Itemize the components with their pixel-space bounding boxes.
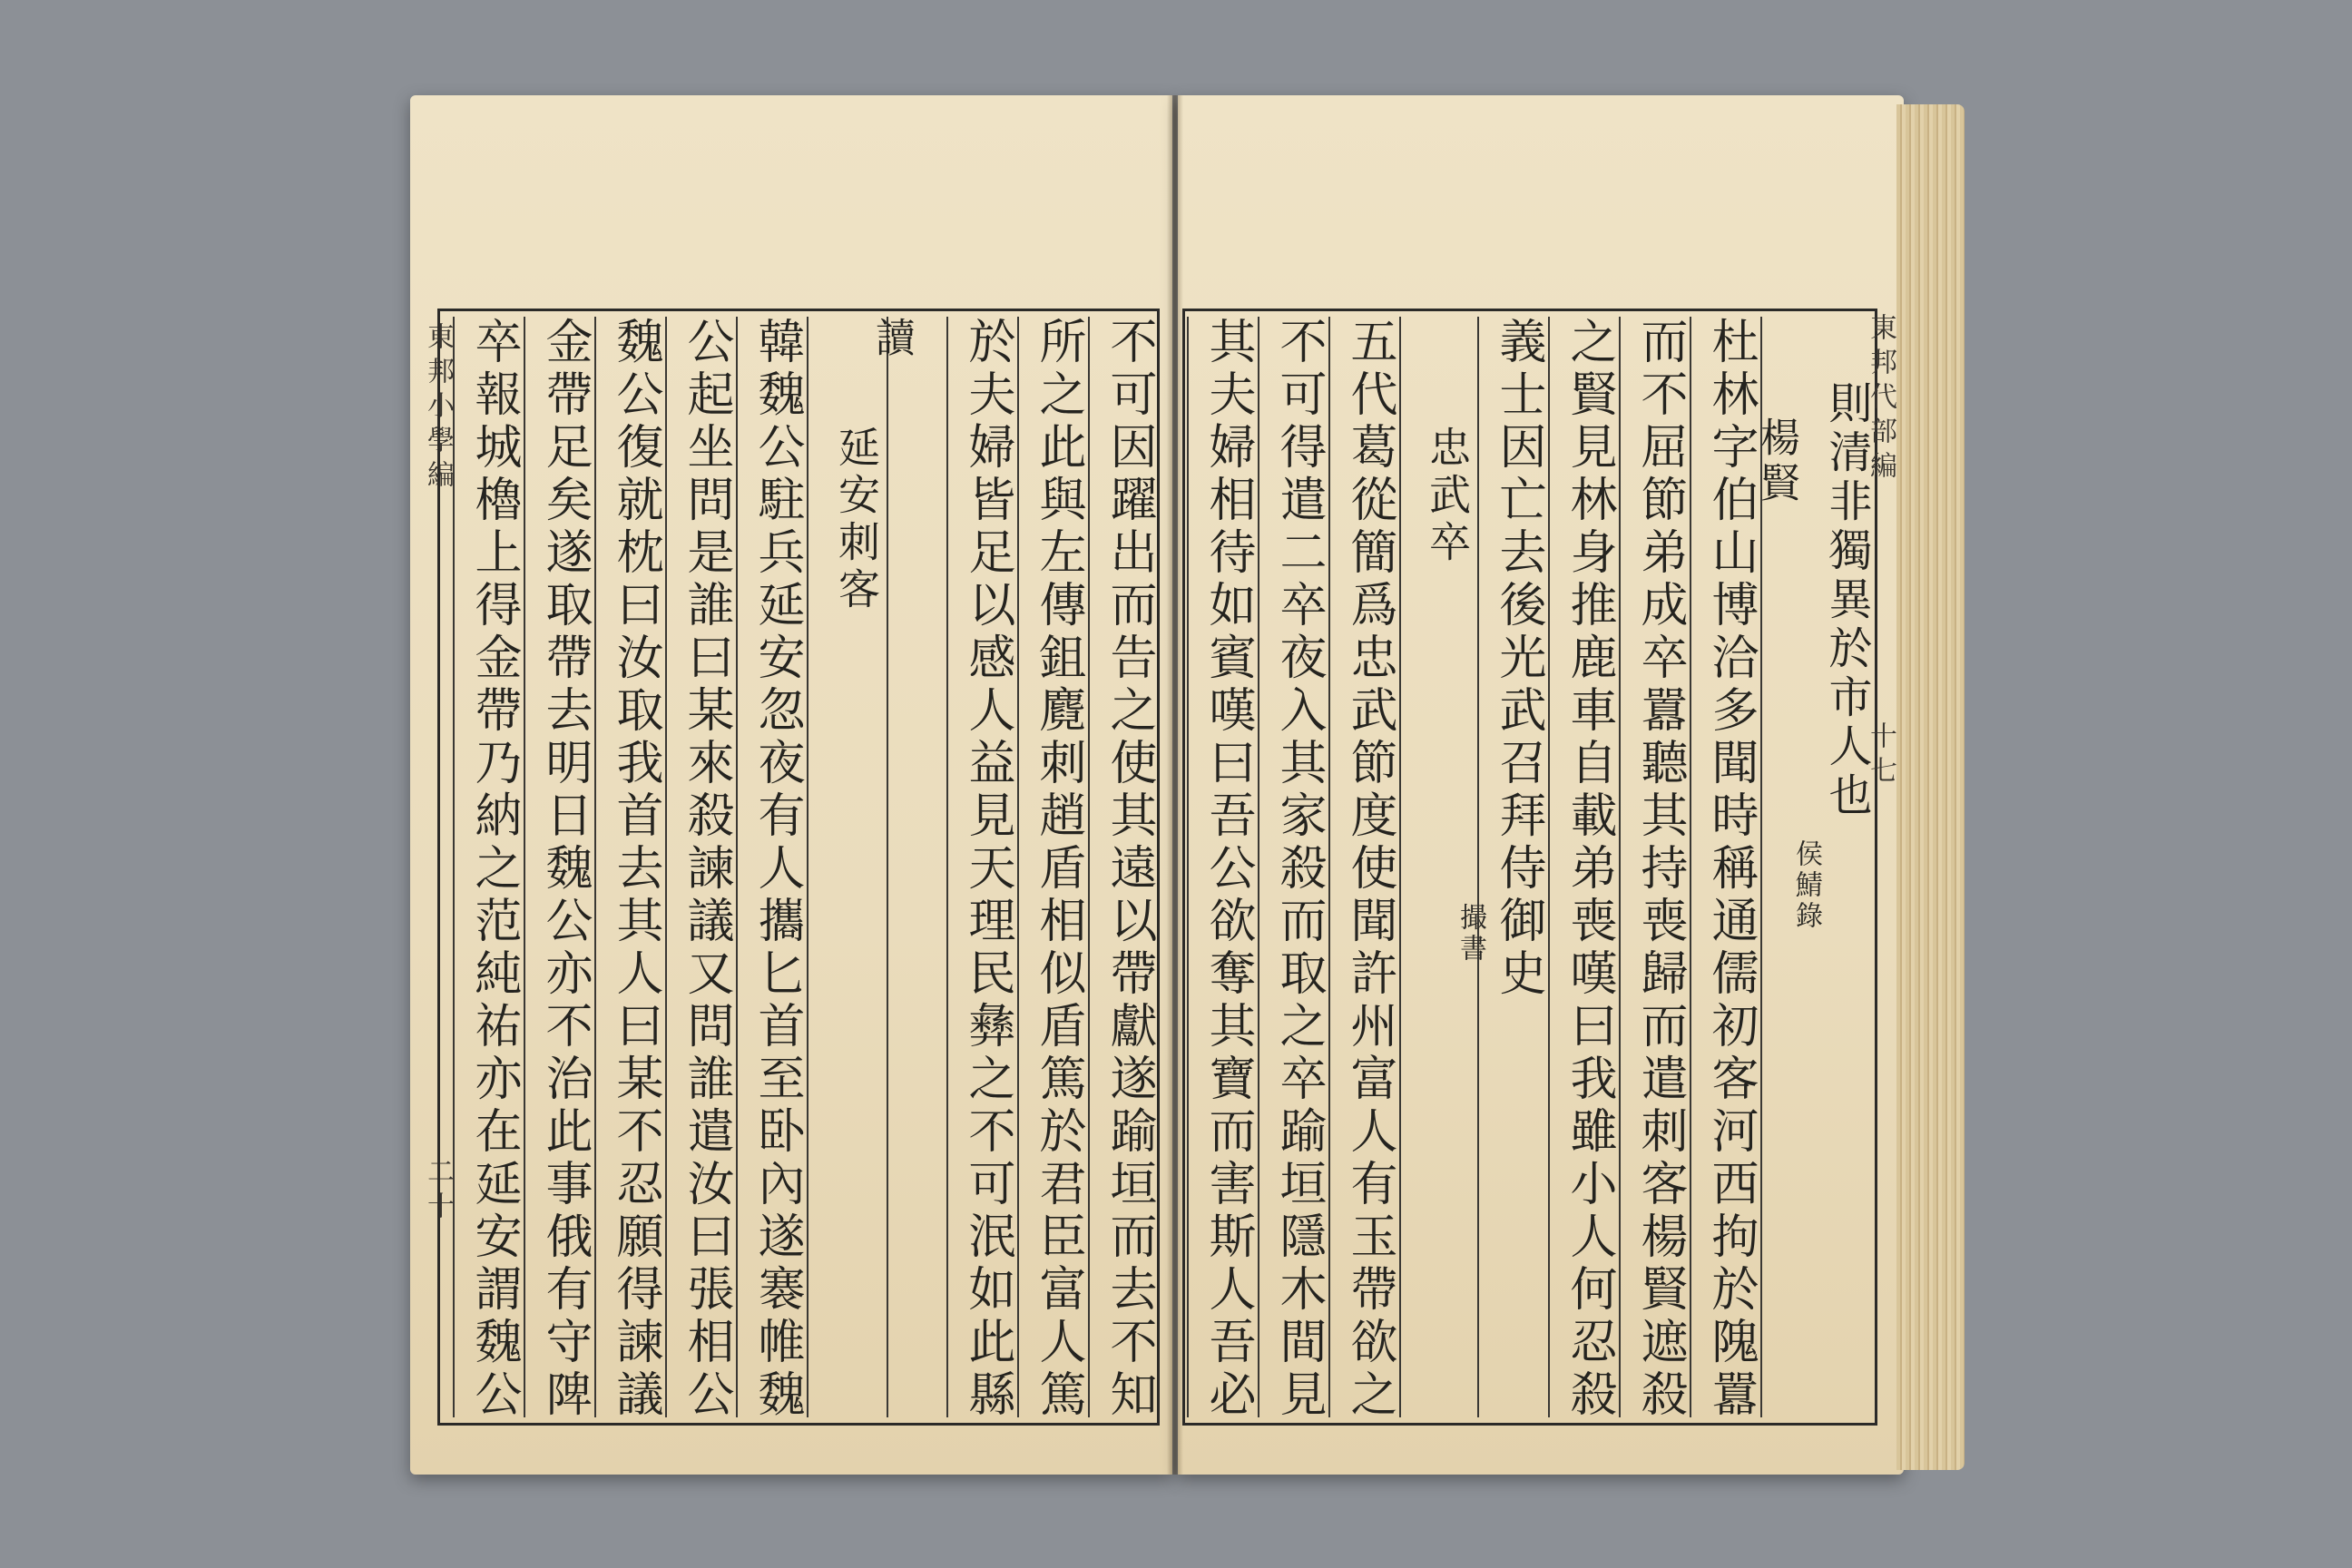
right-page [1178, 95, 1904, 1475]
text-column: 不可因躍出而告之使其遠以帶獻遂踰垣而去不知 [1088, 317, 1157, 1417]
right-text-frame [1182, 309, 1877, 1426]
text-column: 則清非獨異於市人也 [1821, 380, 1872, 821]
text-column: 讀 [887, 317, 919, 1417]
source-note: 侯鯖錄 [1790, 839, 1822, 932]
left-folio: 二十 [422, 1157, 454, 1226]
left-text-frame [437, 309, 1160, 1426]
text-column: 於夫婦皆足以感人益見天理民彝之不可泯如此縣 [946, 317, 1015, 1417]
right-fold-label: 東邦代部編 [1865, 313, 1896, 485]
text-column: 而不屈節弟成卒囂聽其持喪歸而遣刺客楊賢遮殺 [1619, 317, 1688, 1417]
section-heading: 忠武卒 [1399, 317, 1475, 1417]
text-column: 卒報城櫓上得金帶乃納之范純祐亦在延安謂魏公 [453, 317, 522, 1417]
text-column: 韓魏公駐兵延安忽夜有人攜匕首至卧內遂褰帷魏 [736, 317, 805, 1417]
left-page [410, 95, 1172, 1475]
text-column: 所之此與左傳鉏麑刺趙盾相似盾篤於君臣富人篤 [1017, 317, 1086, 1417]
text-column: 金帶足矣遂取帶去明日魏公亦不治此事俄有守陴 [524, 317, 593, 1417]
text-column: 義士因亡去後光武召拜侍御史 [1477, 317, 1546, 1417]
text-column: 公起坐問是誰曰某來殺諫議又問誰遣汝曰張相公 [665, 317, 734, 1417]
text-column: 不可得遣二卒夜入其家殺而取之卒踰垣隱木間見 [1258, 317, 1327, 1417]
text-column: 其夫婦相待如賓嘆曰吾公欲奪其寶而害斯人吾必 [1187, 317, 1256, 1417]
text-column: 魏公復就枕曰汝取我首去其人曰某不忍願得諫議 [594, 317, 663, 1417]
text-column: 杜林字伯山博洽多聞時稱通儒初客河西拘於隗囂 [1690, 317, 1759, 1417]
section-heading: 楊賢 [1760, 317, 1804, 1417]
book-gutter [1167, 95, 1183, 1475]
left-fold-label: 東邦小學編 [422, 322, 454, 495]
section-heading: 延安刺客 [807, 317, 885, 1417]
page-block-edge [1896, 104, 1965, 1470]
text-column: 之賢見林身推鹿車自載弟喪嘆曰我雖小人何忍殺 [1548, 317, 1617, 1417]
text-column: 五代葛從簡爲忠武節度使聞許州富人有玉帶欲之 [1328, 317, 1397, 1417]
source-note: 撮書 [1455, 903, 1486, 965]
right-folio: 十七 [1865, 721, 1896, 790]
open-book [399, 95, 1969, 1497]
